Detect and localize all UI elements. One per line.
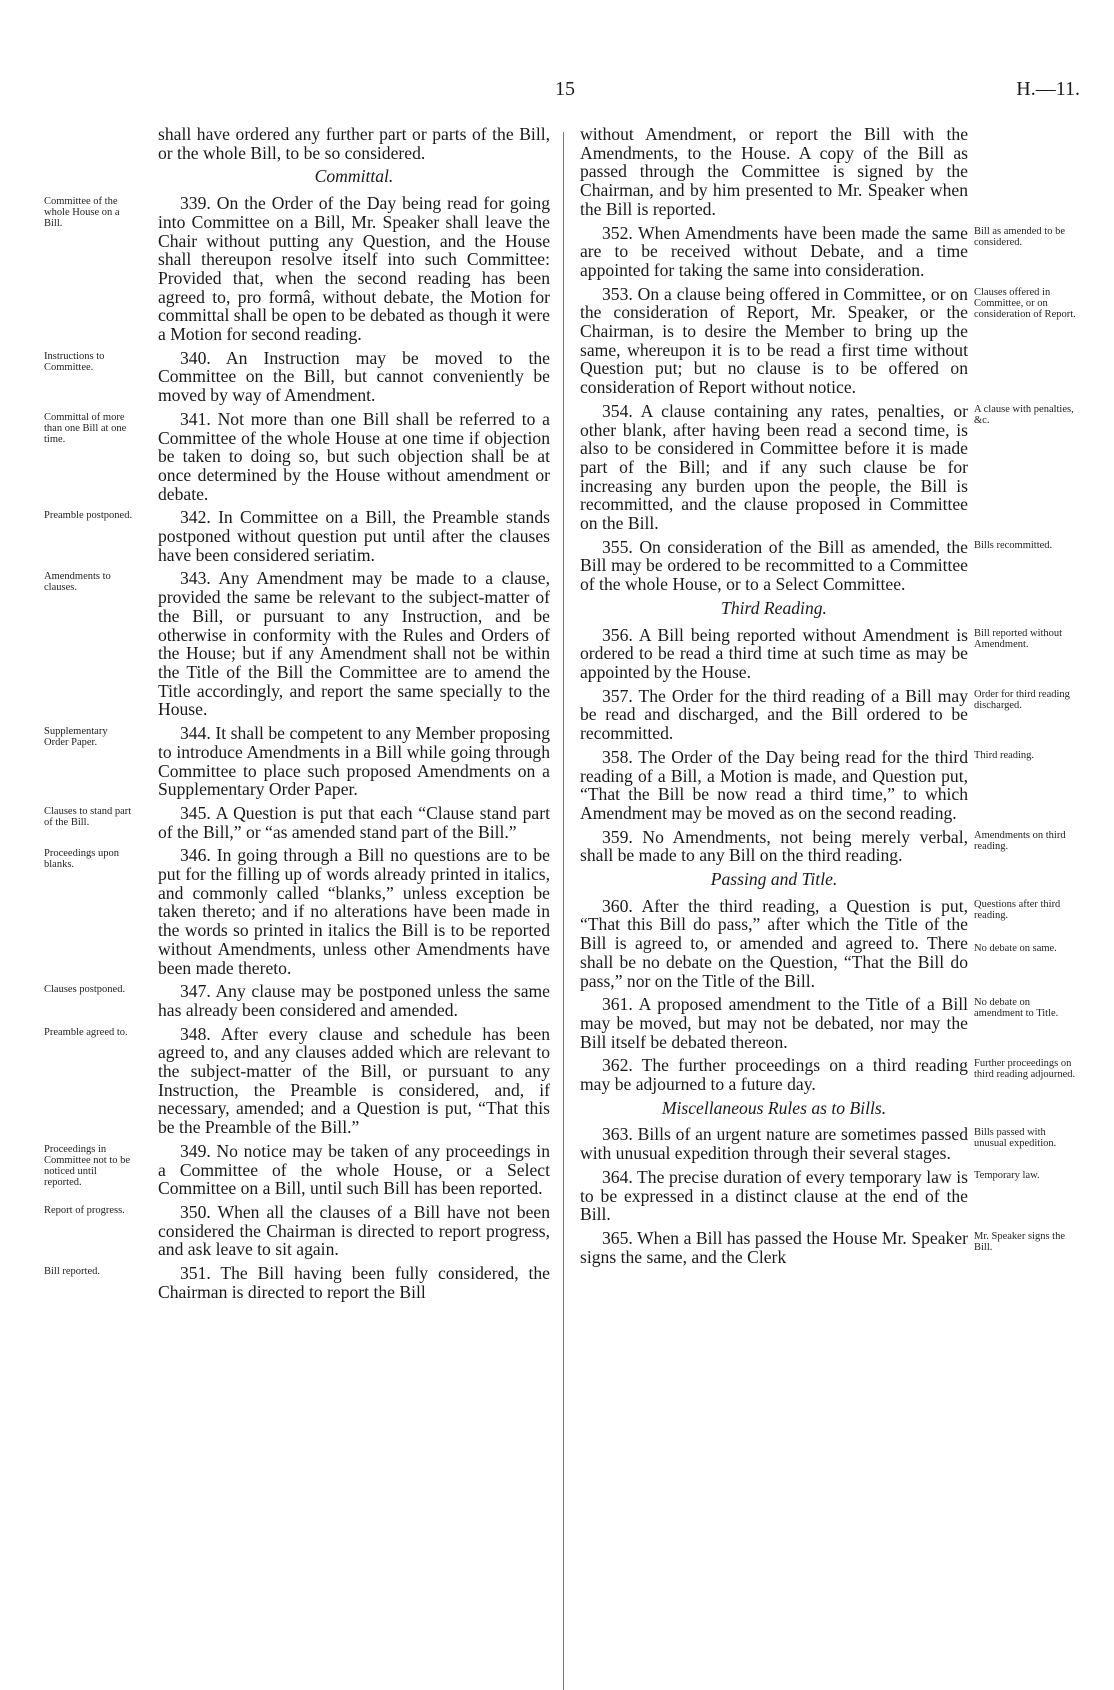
section-heading: Passing and Title. <box>710 869 838 890</box>
rule-text: Not more than one Bill shall be referred to a Committee of the whole House at one time if objection be taken to doing so, but such objection shall be at once determined by the House without amendment or debate. <box>158 408 550 504</box>
rule-paragraph <box>580 1055 1076 1095</box>
margin-note-text: Temporary law. <box>974 1169 1040 1181</box>
margin-note-text: Bill reported without Amendment. <box>974 627 1063 650</box>
margin-note <box>974 899 1076 954</box>
rule-paragraph <box>44 802 550 842</box>
margin-note <box>44 848 134 870</box>
rule-number: 353. <box>602 283 633 304</box>
rule-text: When Amendments have been made the same are to be received without Debate, and a time appointed for taking the same into consideration. <box>580 222 968 280</box>
margin-note <box>44 196 134 229</box>
margin-note-text: Supplementary Order Paper. <box>44 726 108 749</box>
rule-paragraph <box>580 222 1065 280</box>
rule-text: No notice may be taken of any proceedings in a Committee of the whole House, or a Select Committee on a Bill, until such Bill has been reported. <box>158 1140 550 1199</box>
rule-paragraph <box>44 568 550 720</box>
rule-text: After the third reading, a Question is put, “That this Bill do pass,” after which the Title of the Bill is agreed to, or amended and agreed to. There shall be no debate on the Question, “That the Bill do pass,” nor on the Title of the Bill. <box>580 895 968 991</box>
rule-number: 343. <box>180 568 211 589</box>
rule-paragraph <box>580 826 1066 866</box>
section-heading: Committal. <box>314 166 394 187</box>
margin-note-text: Third reading. <box>974 749 1035 761</box>
rule-number: 339. <box>180 193 211 214</box>
rule-number: 347. <box>180 981 211 1002</box>
margin-note <box>44 510 134 521</box>
document-reference: H.—11. <box>1016 78 1080 100</box>
margin-note-text: Bill reported. <box>44 1266 100 1278</box>
rule-paragraph <box>580 283 1076 398</box>
rule-text: shall have ordered any further part or parts of the Bill, or the whole Bill, to be so considered. <box>158 124 550 163</box>
margin-note <box>974 540 1076 551</box>
margin-note <box>974 404 1076 426</box>
margin-note <box>974 628 1076 650</box>
margin-note-text: Mr. Speaker signs the Bill. <box>974 1230 1065 1253</box>
rule-text: The Order of the Day being read for the third reading of a Bill, a Motion is made, and Question put, “That the Bill be now read a third time,” to which Amendment may be moved as on the second reading. <box>580 746 968 823</box>
rule-paragraph <box>44 347 550 406</box>
rule-text: On the Order of the Day being read for going into Committee on a Bill, Mr. Speaker shall leave the Chair without putting any Question, and the House shall thereupon resolve itself into such Committee: Provided that, when the second reading has been agreed to, pro formâ, without debate, the Motion for committal shall be open to be debated as though it were a Motion for second reading. <box>158 193 550 345</box>
rule-paragraph <box>44 723 551 800</box>
rule-paragraph <box>580 400 1074 534</box>
rule-text: The further proceedings on a third reading may be adjourned to a future day. <box>580 1055 968 1095</box>
rule-paragraph <box>44 507 550 565</box>
margin-note-text: Clauses offered in Committee, or on consideration of Report. <box>974 286 1076 320</box>
margin-note-text: Order for third reading discharged. <box>974 688 1070 711</box>
rule-text: When all the clauses of a Bill have not been considered the Chairman is directed to report progress, and ask leave to sit again. <box>158 1201 550 1260</box>
continued-paragraph <box>158 125 550 162</box>
rule-text: In Committee on a Bill, the Preamble stands postponed without question put until after the clauses have been considered seriatim. <box>158 507 550 565</box>
rule-paragraph <box>580 1124 1057 1164</box>
rule-text: Any clause may be postponed unless the same has already been considered and amended. <box>158 981 550 1020</box>
section-heading: Miscellaneous Rules as to Bills. <box>661 1097 887 1118</box>
rule-paragraph <box>44 845 550 978</box>
rule-text: It shall be competent to any Member proposing to introduce Amendments in a Bill while going through Committee to place such proposed Amendments on a Supplementary Order Paper. <box>158 723 551 800</box>
margin-note <box>44 1205 134 1216</box>
rule-paragraph <box>580 624 1063 682</box>
rule-number: 358. <box>602 746 633 767</box>
rule-text: A Question is put that each “Clause stand part of the Bill,” or “as amended stand part of the Bill.” <box>158 802 550 842</box>
margin-note-text: No debate on amendment to Title. <box>974 997 1059 1020</box>
margin-note-text: Instructions to Committee. <box>44 350 105 373</box>
rule-number: 349. <box>180 1140 211 1161</box>
rule-text: The Order for the third reading of a Bill may be read and discharged, and the Bill ordered to be recommitted. <box>580 685 968 744</box>
margin-note-text: Amendments to clauses. <box>44 571 111 594</box>
margin-note <box>44 1144 134 1188</box>
margin-note-text: Committee of the whole House on a Bill. <box>44 196 120 230</box>
rule-number: 362. <box>602 1055 633 1076</box>
rule-number: 360. <box>602 895 633 916</box>
margin-note-text: Proceedings upon blanks. <box>44 848 119 871</box>
rule-text: When a Bill has passed the House Mr. Speaker signs the same, and the Clerk <box>580 1227 968 1267</box>
rule-paragraph <box>580 746 1035 823</box>
rule-number: 354. <box>602 400 633 421</box>
rule-paragraph <box>44 1140 550 1199</box>
section-heading: Third Reading. <box>721 597 827 618</box>
rule-text: In going through a Bill no questions are to be put for the filling up of words already printed in italics, and commonly called “blanks,” unless exception be taken thereto; and if no alterations have been made in the words so printed in italics the Bill is to be reported without Amendments, unless other Amendments have been made thereto. <box>158 845 550 978</box>
margin-note-text: Preamble postponed. <box>44 510 133 522</box>
margin-note-text: Preamble agreed to. <box>44 1026 128 1038</box>
rule-number: 346. <box>180 845 211 866</box>
margin-note-secondary: No debate on same. <box>974 942 1057 954</box>
rule-number: 350. <box>180 1201 211 1222</box>
margin-note <box>974 287 1076 320</box>
rule-paragraph <box>44 1023 550 1138</box>
margin-note <box>44 726 134 748</box>
margin-note-text: Further proceedings on third reading adjourned. <box>974 1058 1076 1081</box>
margin-note-text: Proceedings in Committee not to be noticed until reported. <box>44 1143 131 1188</box>
right-column <box>580 124 1076 1271</box>
rule-number: 345. <box>180 802 211 823</box>
margin-note <box>974 1058 1076 1080</box>
rule-text: Bills of an urgent nature are sometimes passed with unusual expedition through their several stages. <box>580 1124 968 1164</box>
rule-number: 340. <box>180 347 211 368</box>
rule-number: 357. <box>602 685 633 706</box>
rule-number: 355. <box>602 536 633 557</box>
rule-number: 363. <box>602 1124 633 1145</box>
rule-text: On a clause being offered in Committee, or on the consideration of Report, Mr. Speaker, or the Chairman, is to desire the Member to bring up the same, whereupon it is to be read a first time without Question put; but no clause is to be offered on consideration of Report without notice. <box>580 283 968 398</box>
rule-paragraph <box>44 981 550 1020</box>
rule-paragraph <box>580 1227 1065 1267</box>
rule-number: 351. <box>180 1263 211 1284</box>
margin-note-text: Committal of more than one Bill at one time. <box>44 411 127 445</box>
rule-paragraph <box>44 1201 550 1260</box>
margin-note <box>44 571 134 593</box>
rule-paragraph <box>580 895 1061 991</box>
margin-note-text: Amendments on third reading. <box>974 829 1066 852</box>
rule-number: 361. <box>602 994 633 1015</box>
rule-paragraph <box>44 193 550 345</box>
rule-number: 344. <box>180 723 211 744</box>
rule-text: The Bill having been fully considered, the Chairman is directed to report the Bill <box>158 1263 550 1302</box>
page-header <box>0 78 1114 108</box>
rule-number: 348. <box>180 1023 211 1044</box>
margin-note-text: Clauses postponed. <box>44 984 126 996</box>
margin-note <box>44 806 134 828</box>
margin-note <box>44 984 134 995</box>
margin-note <box>44 351 134 373</box>
rule-number: 352. <box>602 222 633 243</box>
margin-note-text: Report of progress. <box>44 1204 125 1216</box>
rule-text: without Amendment, or report the Bill with the Amendments, to the House. A copy of the Bill as passed through the Committee is signed by the Chairman, and by him presented to Mr. Speaker when the Bill is reported. <box>580 124 968 219</box>
rule-number: 359. <box>602 826 633 847</box>
rule-paragraph <box>44 408 550 504</box>
rule-paragraph <box>44 1263 550 1302</box>
rule-text: On consideration of the Bill as amended, the Bill may be ordered to be recommitted to a Committee of the whole House, or to a Select Committee. <box>580 536 968 595</box>
rule-text: An Instruction may be moved to the Committee on the Bill, but cannot conveniently be moved by way of Amendment. <box>158 347 550 406</box>
rule-number: 356. <box>602 624 633 645</box>
page-number: 15 <box>555 78 575 100</box>
rule-text: A Bill being reported without Amendment is ordered to be read a third time at such time as may be appointed by the House. <box>580 624 968 682</box>
margin-note <box>44 1266 134 1277</box>
rule-paragraph <box>580 994 1059 1052</box>
rule-text: The precise duration of every temporary law is to be expressed in a distinct clause at the end of the Bill. <box>580 1166 968 1225</box>
rule-number: 364. <box>602 1166 633 1187</box>
rule-paragraph <box>580 685 1070 744</box>
rule-text: A proposed amendment to the Title of a Bill may be moved, but may not be debated, nor may the Bill itself be debated thereon. <box>580 994 968 1052</box>
rule-text: No Amendments, not being merely verbal, shall be made to any Bill on the third reading. <box>580 826 969 866</box>
margin-note <box>974 997 1076 1019</box>
margin-note-text: A clause with penalties, &c. <box>974 403 1074 426</box>
margin-note-text: Bills passed with unusual expedition. <box>974 1127 1057 1150</box>
margin-note <box>44 412 134 445</box>
margin-note <box>974 750 1076 761</box>
column-divider <box>563 132 564 1690</box>
margin-note <box>974 1170 1076 1181</box>
margin-note <box>44 1027 134 1038</box>
rule-text: A clause containing any rates, penalties, or other blank, after having been read a second time, is also to be considered in Committee before it is made part of the Bill; and if any such clause be for increasing any burden upon the people, the Bill is recommitted, and the clause proposed in Committee on the Bill. <box>580 400 969 534</box>
rule-paragraph <box>580 536 1053 595</box>
margin-note <box>974 689 1076 711</box>
rule-text: Any Amendment may be made to a clause, provided the same be relevant to the subject-matter of the Bill, or pursuant to any Instruction, and be otherwise in conformity with the Rules and Orders of the House; but if any Amendment shall not be within the Title of the Bill the Committee are to amend the Title accordingly, and report the same specially to the House. <box>158 568 550 720</box>
rule-number: 365. <box>602 1227 633 1248</box>
left-column <box>44 124 551 1306</box>
margin-note <box>974 1231 1076 1253</box>
rule-paragraph <box>580 1166 1040 1225</box>
rule-number: 341. <box>180 408 211 429</box>
margin-note <box>974 830 1076 852</box>
margin-note <box>974 1127 1076 1149</box>
margin-note-text: Bill as amended to be considered. <box>974 225 1065 248</box>
rule-number: 342. <box>180 507 211 528</box>
continued-paragraph <box>580 125 968 219</box>
margin-note-text: Questions after third reading. <box>974 898 1061 921</box>
margin-note <box>974 226 1076 248</box>
margin-note-text: Bills recommitted. <box>974 539 1053 551</box>
rule-text: After every clause and schedule has been agreed to, and any clauses added which are relevant to the subject-matter of the Bill, or pursuant to any Instruction, the Preamble is considered, and, if necessary, amended; and a Question is put, “That this be the Preamble of the Bill.” <box>158 1023 550 1138</box>
margin-note-text: Clauses to stand part of the Bill. <box>44 805 132 828</box>
